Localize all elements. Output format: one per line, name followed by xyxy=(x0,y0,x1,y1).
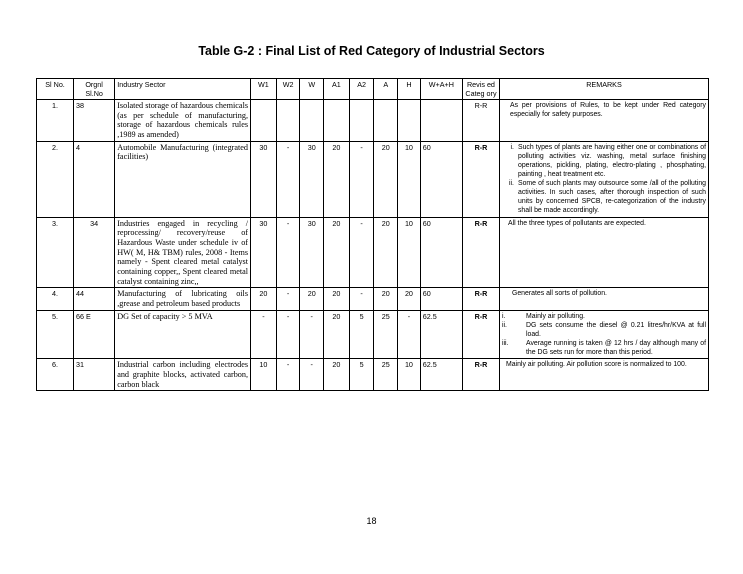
remark-item xyxy=(502,321,706,339)
cell-w1 xyxy=(251,100,277,142)
cell-orgnl: 44 xyxy=(74,288,115,310)
cell-category: R-R xyxy=(462,141,499,217)
cell-orgnl: 34 xyxy=(74,217,115,288)
cell-w: 30 xyxy=(300,141,324,217)
header-total: W+A+H xyxy=(420,79,462,100)
cell-w2: - xyxy=(276,359,300,391)
remark-text: Mainly air polluting. xyxy=(525,312,585,320)
table-row xyxy=(37,288,709,310)
header-w1: W1 xyxy=(251,79,277,100)
cell-a: 25 xyxy=(374,310,398,359)
cell-w1: 30 xyxy=(251,141,277,217)
cell-h: 20 xyxy=(398,288,421,310)
cell-a2: 5 xyxy=(349,310,374,359)
cell-w2 xyxy=(276,100,300,142)
remark-number: ii. xyxy=(501,321,507,329)
cell-w: 30 xyxy=(300,217,324,288)
remark-text: As per provisions of Rules, to be kept under Red category especially for safety purposes. xyxy=(509,102,706,119)
cell-remarks xyxy=(499,359,708,391)
cell-orgnl: 4 xyxy=(74,141,115,217)
cell-category: R-R xyxy=(462,359,499,391)
cell-sl-no: 1. xyxy=(37,100,74,142)
remark-text: All the three types of pollutants are expected. xyxy=(507,219,646,227)
cell-orgnl: 31 xyxy=(74,359,115,391)
cell-sector: Industrial carbon including electrodes and graphite blocks, activated carbon, carbon black xyxy=(115,359,251,391)
cell-remarks xyxy=(499,100,708,142)
table-row xyxy=(37,310,709,359)
remark-text: Mainly air polluting. Air pollution score is normalized to 100. xyxy=(505,361,687,369)
cell-a: 25 xyxy=(374,359,398,391)
remark-text: Average running is taken @ 12 hrs / day although many of the DG sets run for more than this period. xyxy=(525,339,706,357)
cell-sl-no: 6. xyxy=(37,359,74,391)
cell-a2: - xyxy=(349,217,374,288)
cell-sector: Isolated storage of hazardous chemicals (as per schedule of manufacturing, storage of hazardous chemicals rules ,1989 as amended) xyxy=(115,100,251,142)
page-title: Table G-2 : Final List of Red Category of Industrial Sectors xyxy=(198,44,545,58)
table-row xyxy=(37,141,709,217)
remark-item xyxy=(502,312,706,321)
cell-h: 10 xyxy=(398,141,421,217)
cell-w: - xyxy=(300,310,324,359)
cell-w xyxy=(300,100,324,142)
cell-w2: - xyxy=(276,310,300,359)
header-industry-sector: Industry Sector xyxy=(115,79,251,100)
cell-sector: DG Set of capacity > 5 MVA xyxy=(115,310,251,359)
header-sl-no: Sl No. xyxy=(37,79,74,100)
remark-text: DG sets consume the diesel @ 0.21 litres/hr/KVA at full load. xyxy=(525,321,706,338)
cell-sl-no: 4. xyxy=(37,288,74,310)
cell-remarks xyxy=(499,288,708,310)
red-category-table xyxy=(36,78,709,391)
cell-a1: 20 xyxy=(324,310,350,359)
cell-remarks xyxy=(499,141,708,217)
cell-remarks xyxy=(499,310,708,359)
cell-a1 xyxy=(324,100,350,142)
remark-item xyxy=(502,179,706,215)
cell-a xyxy=(374,100,398,142)
table-row xyxy=(37,217,709,288)
cell-w2: - xyxy=(276,141,300,217)
cell-h: 10 xyxy=(398,217,421,288)
cell-w2: - xyxy=(276,217,300,288)
cell-sector: Industries engaged in recycling / reprocessing/ recovery/reuse of Hazardous Waste under schedule iv of HW( M, H& TBM) rules, 2008 - Items namely - Spent cleared metal catalyst containing copper,, Spent cleared metal catalyst containing zinc,, xyxy=(115,217,251,288)
cell-total: 60 xyxy=(420,288,462,310)
cell-total: 60 xyxy=(420,141,462,217)
cell-a2: - xyxy=(349,288,374,310)
cell-total xyxy=(420,100,462,142)
header-revised-category: Revis ed Categ ory xyxy=(462,79,499,100)
cell-category: R-R xyxy=(462,288,499,310)
header-a1: A1 xyxy=(324,79,350,100)
cell-h xyxy=(398,100,421,142)
cell-sector: Automobile Manufacturing (integrated facilities) xyxy=(115,141,251,217)
remark-text: Generates all sorts of pollution. xyxy=(511,290,607,298)
cell-a1: 20 xyxy=(324,288,350,310)
header-w: W xyxy=(300,79,324,100)
cell-orgnl: 38 xyxy=(74,100,115,142)
cell-h: - xyxy=(398,310,421,359)
cell-total: 60 xyxy=(420,217,462,288)
table-row xyxy=(37,359,709,391)
cell-category: R-R xyxy=(462,217,499,288)
cell-w1: - xyxy=(251,310,277,359)
cell-a1: 20 xyxy=(324,141,350,217)
cell-a2: 5 xyxy=(349,359,374,391)
header-w2: W2 xyxy=(276,79,300,100)
cell-w: - xyxy=(300,359,324,391)
cell-a2 xyxy=(349,100,374,142)
header-remarks: REMARKS xyxy=(499,79,708,100)
header-orgnl-sl-no: Orgnl Sl.No xyxy=(74,79,115,100)
cell-total: 62.5 xyxy=(420,359,462,391)
cell-w1: 10 xyxy=(251,359,277,391)
header-a2: A2 xyxy=(349,79,374,100)
cell-a1: 20 xyxy=(324,359,350,391)
remark-item xyxy=(502,339,706,357)
remark-number: i. xyxy=(501,312,506,320)
cell-total: 62.5 xyxy=(420,310,462,359)
cell-sl-no: 2. xyxy=(37,141,74,217)
header-row xyxy=(37,79,709,100)
cell-category: R-R xyxy=(462,310,499,359)
remark-number: i. xyxy=(510,143,514,151)
cell-sl-no: 5. xyxy=(37,310,74,359)
cell-w1: 20 xyxy=(251,288,277,310)
cell-h: 10 xyxy=(398,359,421,391)
cell-remarks xyxy=(499,217,708,288)
cell-a: 20 xyxy=(374,217,398,288)
cell-orgnl: 66 E xyxy=(74,310,115,359)
cell-w2: - xyxy=(276,288,300,310)
cell-a1: 20 xyxy=(324,217,350,288)
remark-number: ii. xyxy=(509,180,514,188)
cell-a: 20 xyxy=(374,141,398,217)
cell-category: R-R xyxy=(462,100,499,142)
cell-w1: 30 xyxy=(251,217,277,288)
page-number: 18 xyxy=(366,516,377,526)
remark-item xyxy=(502,143,706,179)
cell-a2: - xyxy=(349,141,374,217)
cell-w: 20 xyxy=(300,288,324,310)
cell-a: 20 xyxy=(374,288,398,310)
remark-number: iii. xyxy=(501,339,509,347)
table-row xyxy=(37,100,709,142)
cell-sl-no: 3. xyxy=(37,217,74,288)
header-h: H xyxy=(398,79,421,100)
remark-text: Some of such plants may outsource some /all of the polluting activities. In such cases, after thorough inspection of such units by concerned SPCB, re-categorization of the industry shall be made accordingly. xyxy=(517,180,706,215)
remark-text: Such types of plants are having either one or combinations of polluting activities viz. washing, metal surface finishing operations, pickling, plating, electro-plating , phosphating, painting , heat treatment etc. xyxy=(517,143,706,179)
cell-sector: Manufacturing of lubricating oils ,grease and petroleum based products xyxy=(115,288,251,310)
header-a: A xyxy=(374,79,398,100)
